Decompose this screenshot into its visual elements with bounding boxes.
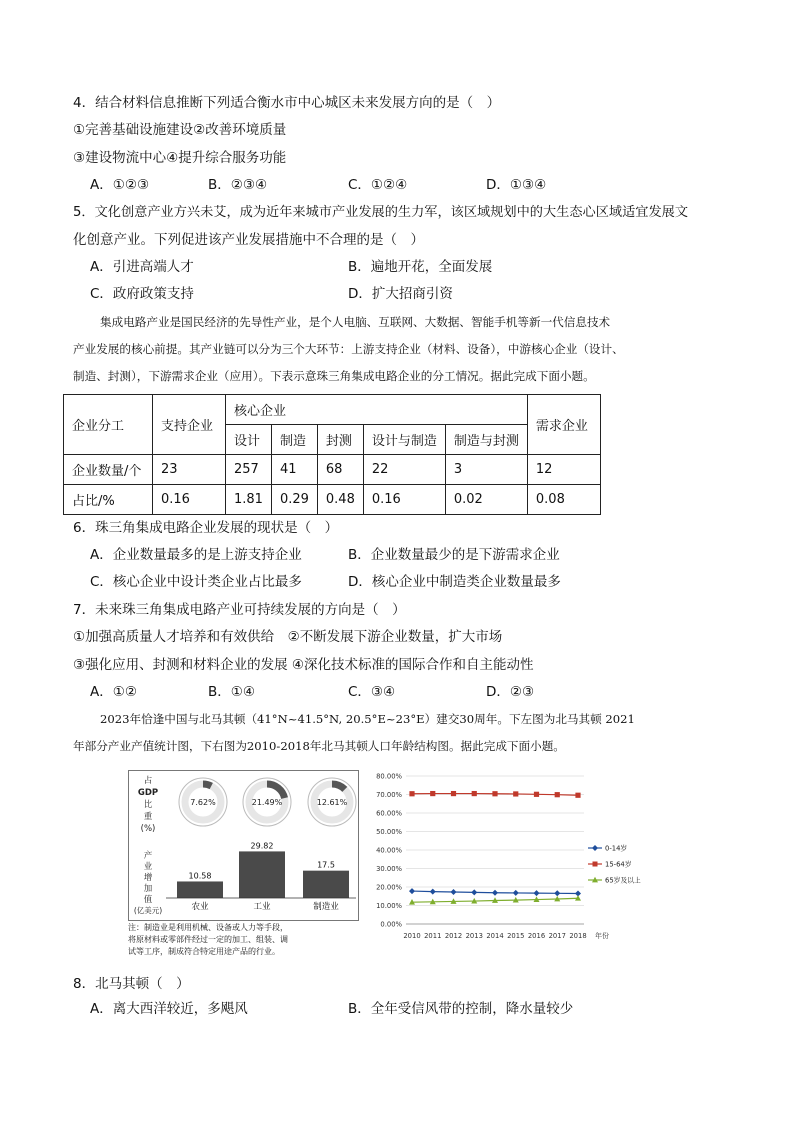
q7-option-c: C．③④ <box>348 684 396 700</box>
row-count-label: 企业数量/个 <box>64 455 153 485</box>
q5-option-a: A．引进高端人才 <box>90 259 194 275</box>
table-cell: 257 <box>226 455 272 485</box>
th-division: 企业分工 <box>64 395 153 455</box>
data-point <box>534 890 540 896</box>
bar-value-label: 10.58 <box>188 871 212 881</box>
value-label-char: (亿美元) <box>133 906 163 915</box>
legend-label: 15-64岁 <box>605 860 632 869</box>
q7-option-a: A．①② <box>90 684 137 700</box>
data-point <box>430 791 435 796</box>
q5-stem-line-1: 5．文化创意产业方兴未艾，成为近年来城市产业发展的生力军，该区域规划中的大生态心区域适宜发展文 <box>73 205 689 220</box>
q4-item-1: ①完善基础设施建设②改善环境质量 <box>73 122 287 138</box>
x-tick-label: 2018 <box>569 932 587 940</box>
material1-line-1: 集成电路产业是国民经济的先导性产业，是个人电脑、互联网、大数据、智能手机等新一代信息技术 <box>100 315 611 329</box>
value-label-char: 加 <box>143 884 153 894</box>
category-label: 农业 <box>191 902 209 912</box>
gdp-label-char: 重 <box>143 812 153 822</box>
table-cell: 0.29 <box>271 485 317 515</box>
q4-stem: 4．结合材料信息推断下列适合衡水市中心城区未来发展方向的是（ ） <box>73 95 501 111</box>
th-support: 支持企业 <box>153 395 226 455</box>
y-tick-label: 40.00% <box>376 846 402 855</box>
table-cell: 0.08 <box>527 485 600 515</box>
material1-line-3: 制造、封测），下游需求企业（应用）。下表示意珠三角集成电路企业的分工情况。据此完成下面小题。 <box>73 369 595 383</box>
q5-option-d: D．扩大招商引资 <box>348 286 453 302</box>
data-point <box>430 889 436 895</box>
q4-option-d: D．①③④ <box>486 177 547 193</box>
q7-option-d: D．②③ <box>486 684 535 700</box>
th-sub-packaging: 封测 <box>317 425 363 455</box>
y-tick-label: 60.00% <box>376 809 402 818</box>
table-cell: 0.02 <box>445 485 527 515</box>
category-label: 制造业 <box>313 902 339 912</box>
y-tick-label: 30.00% <box>376 865 402 873</box>
gdp-label-char: 比 <box>143 800 153 810</box>
q7-option-b: B．①④ <box>208 684 255 700</box>
data-point <box>471 889 477 895</box>
gdp-label-char: GDP <box>137 788 159 798</box>
q4-option-b: B．②③④ <box>208 177 268 193</box>
q4-option-c: C．①②④ <box>348 177 408 193</box>
table-cell: 22 <box>363 455 445 485</box>
table-cell: 0.16 <box>363 485 445 515</box>
q7-stem: 7．未来珠三角集成电路产业可持续发展的方向是（ ） <box>73 602 406 618</box>
gdp-label-char: (%) <box>140 824 156 834</box>
q8-option-b: B．全年受信风带的控制，降水量较少 <box>348 1001 574 1017</box>
table-cell: 68 <box>317 455 363 485</box>
data-point <box>555 792 560 797</box>
x-tick-label: 2014 <box>486 932 504 940</box>
data-point <box>451 889 457 895</box>
table-cell: 41 <box>271 455 317 485</box>
th-sub-design: 设计 <box>226 425 272 455</box>
table-cell: 1.81 <box>226 485 272 515</box>
data-point <box>554 890 560 896</box>
x-tick-label: 2017 <box>548 932 566 940</box>
value-label-char: 产 <box>143 851 153 861</box>
data-point <box>534 792 539 797</box>
value-label-char: 业 <box>143 862 153 872</box>
data-point <box>472 791 477 796</box>
x-tick-label: 2016 <box>527 932 546 940</box>
y-tick-label: 70.00% <box>376 791 402 799</box>
donut-label: 7.62% <box>190 798 216 807</box>
x-tick-label: 2010 <box>403 932 421 940</box>
q6-stem: 6．珠三角集成电路企业发展的现状是（ ） <box>73 520 339 536</box>
q8-option-a: A．离大西洋较近，多飓风 <box>90 1001 248 1017</box>
data-point <box>513 890 519 896</box>
data-point <box>409 791 414 796</box>
q4-item-2: ③建设物流中心④提升综合服务功能 <box>73 150 287 166</box>
x-tick-label: 2011 <box>424 932 442 940</box>
population-chart <box>366 770 641 942</box>
bar <box>303 871 349 898</box>
x-axis-label: 年份 <box>595 932 609 940</box>
note-line: 将原材料或零部件经过一定的加工、组装、调 <box>128 935 288 944</box>
gdp-label-char: 占 <box>143 776 153 786</box>
legend-label: 65岁及以上 <box>605 876 641 885</box>
table-row <box>64 455 601 485</box>
table-cell: 23 <box>153 455 226 485</box>
x-tick-label: 2015 <box>507 932 525 940</box>
y-tick-label: 80.00% <box>376 772 402 781</box>
bar <box>239 851 285 898</box>
table-cell: 12 <box>527 455 600 485</box>
table-cell: 0.48 <box>317 485 363 515</box>
data-point <box>513 791 518 796</box>
th-sub-manufacture: 制造 <box>271 425 317 455</box>
material2-line-1: 2023年恰逢中国与北马其顿（41°N~41.5°N, 20.5°E~23°E）建交30周年。下左图为北马其顿 2021 <box>100 712 635 726</box>
q5-option-b: B．遍地开花，全面发展 <box>348 259 493 275</box>
legend-marker <box>592 845 598 851</box>
bar <box>177 881 223 898</box>
th-sub-design-manufacture: 设计与制造 <box>363 425 445 455</box>
q6-option-a: A．企业数量最多的是上游支持企业 <box>90 547 302 563</box>
legend-marker <box>593 862 598 867</box>
th-core: 核心企业 <box>226 395 528 425</box>
donut-label: 12.61% <box>316 798 348 807</box>
q5-option-c: C．政府政策支持 <box>90 286 194 302</box>
data-point <box>492 890 498 896</box>
y-tick-label: 50.00% <box>376 828 402 836</box>
value-label-char: 增 <box>143 873 153 883</box>
bar-value-label: 29.82 <box>250 841 274 851</box>
th-demand: 需求企业 <box>527 395 600 455</box>
q7-item-1: ①加强高质量人才培养和有效供给 ②不断发展下游企业数量，扩大市场 <box>73 629 503 645</box>
data-point <box>575 793 580 798</box>
note-line: 注：制造业是利用机械、设备或人力等手段， <box>128 923 288 932</box>
population-figure <box>366 770 641 942</box>
legend-label: 0-14岁 <box>605 844 628 853</box>
q4-option-a: A．①②③ <box>90 177 150 193</box>
category-label: 工业 <box>253 902 271 912</box>
q6-option-d: D．核心企业中制造类企业数量最多 <box>348 574 561 590</box>
material2-line-2: 年部分产业产值统计图，下右图为2010-2018年北马其顿人口年龄结构图。据此完成下面小题。 <box>73 739 565 753</box>
q5-stem-line-2: 化创意产业。下列促进该产业发展措施中不合理的是（ ） <box>73 232 424 248</box>
x-tick-label: 2012 <box>444 932 463 940</box>
row-ratio-label: 占比/% <box>64 485 153 515</box>
x-tick-label: 2013 <box>465 932 483 940</box>
y-tick-label: 20.00% <box>376 883 402 892</box>
y-tick-label: 0.00% <box>380 920 402 929</box>
bar-value-label: 17.5 <box>317 860 335 870</box>
q7-item-2: ③强化应用、封测和材料企业的发展 ④深化技术标准的国际合作和自主能动性 <box>73 657 534 673</box>
table-row <box>64 485 601 515</box>
donut-label: 21.49% <box>251 798 283 807</box>
material1-line-2: 产业发展的核心前提。其产业链可以分为三个大环节：上游支持企业（材料、设备），中游核心企业（设计、 <box>73 342 624 356</box>
note-line: 试等工序，制成符合特定用途产品的行业。 <box>128 947 280 956</box>
q6-option-b: B．企业数量最少的是下游需求企业 <box>348 547 560 563</box>
industry-chart <box>128 770 359 960</box>
data-point <box>492 791 497 796</box>
q8-stem: 8．北马其顿（ ） <box>73 976 190 992</box>
y-tick-label: 10.00% <box>376 902 402 910</box>
data-point <box>451 791 456 796</box>
enterprise-table <box>63 394 601 515</box>
th-sub-manufacture-packaging: 制造与封测 <box>445 425 527 455</box>
value-label-char: 值 <box>143 895 153 905</box>
donut-slice <box>203 784 211 786</box>
table-cell: 0.16 <box>153 485 226 515</box>
table-cell: 3 <box>445 455 527 485</box>
data-point <box>409 888 415 894</box>
industry-figure <box>128 770 359 960</box>
q6-option-c: C．核心企业中设计类企业占比最多 <box>90 574 302 590</box>
